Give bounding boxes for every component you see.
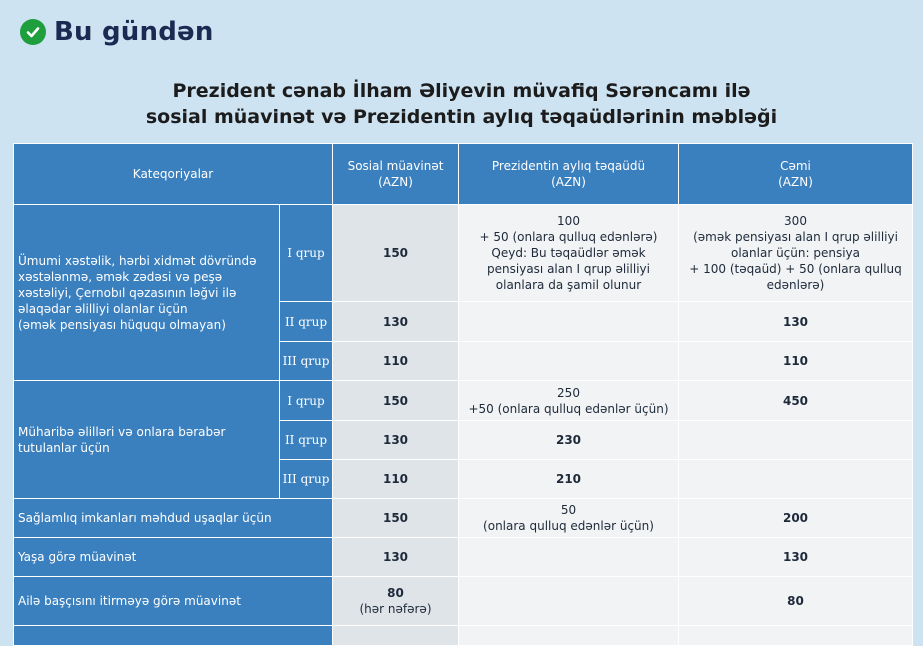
brand-title: Bu gündən [54, 17, 214, 47]
pension-value [459, 302, 679, 342]
check-icon [20, 19, 46, 45]
table-header-row [14, 144, 913, 205]
group-label: II qrup [280, 421, 333, 460]
social-value: 130 [333, 421, 459, 460]
category-age: Yaşa görə müavinət [14, 538, 333, 577]
total-value [679, 421, 913, 460]
total-value: 300 (əmək pensiyası alan I qrup əlilliyi olanlar üçün: pensiya + 100 (təqaüd) + 50 (onlara qulluq edənlərə) [679, 205, 913, 302]
pension-value [459, 342, 679, 381]
title-line-2: sosial müavinət və Prezidentin aylıq təqaüdlərinin məbləği [145, 106, 778, 128]
pension-value [459, 626, 679, 646]
page-title [0, 78, 923, 130]
social-value [333, 626, 459, 646]
social-value: 110 [333, 342, 459, 381]
total-value: 200 [679, 499, 913, 538]
category-breadwinner: Ailə başçısını itirməyə görə müavinət [14, 577, 333, 626]
table-row [14, 577, 913, 626]
group-label: III qrup [280, 342, 333, 381]
header-pension: Prezidentin aylıq təqaüdü (AZN) [459, 144, 679, 205]
total-value [679, 626, 913, 646]
pension-value: 230 [459, 421, 679, 460]
group-label: I qrup [280, 205, 333, 302]
header-social: Sosial müavinət (AZN) [333, 144, 459, 205]
table-row [14, 626, 913, 646]
header-categories: Kateqoriyalar [14, 144, 333, 205]
pension-value: 50 (onlara qulluq edənlər üçün) [459, 499, 679, 538]
pension-value [459, 538, 679, 577]
table-row [14, 205, 913, 302]
social-value: 80 (hər nəfərə) [333, 577, 459, 626]
group-label: III qrup [280, 460, 333, 499]
total-value: 130 [679, 302, 913, 342]
social-value: 130 [333, 302, 459, 342]
category-illness: Ümumi xəstəlik, hərbi xidmət dövründə xəstələnmə, əmək zədəsi və peşə xəstəliyi, Çernobıl qəzasının ləğvi ilə əlaqədar əlilliyi olanlar üçün (əmək pensiyası hüququ olmayan) [14, 205, 280, 381]
total-value: 450 [679, 381, 913, 421]
header [20, 14, 214, 50]
social-value: 150 [333, 381, 459, 421]
group-label: I qrup [280, 381, 333, 421]
title-line-1: Prezident cənab İlham Əliyevin müvafiq Sərəncamı ilə [172, 80, 751, 102]
total-value: 110 [679, 342, 913, 381]
category-war: Müharibə əlilləri və onlara bərabər tutulanlar üçün [14, 381, 280, 499]
total-value: 130 [679, 538, 913, 577]
total-value [679, 460, 913, 499]
benefits-table [13, 143, 913, 646]
total-value: 80 [679, 577, 913, 626]
social-value: 150 [333, 205, 459, 302]
social-value: 150 [333, 499, 459, 538]
social-value: 130 [333, 538, 459, 577]
category-cut-off [14, 626, 333, 646]
group-label: II qrup [280, 302, 333, 342]
table-row [14, 381, 913, 421]
pension-value [459, 577, 679, 626]
pension-value: 210 [459, 460, 679, 499]
table-row [14, 538, 913, 577]
header-total: Cəmi (AZN) [679, 144, 913, 205]
social-value: 110 [333, 460, 459, 499]
category-children: Sağlamlıq imkanları məhdud uşaqlar üçün [14, 499, 333, 538]
table-row [14, 499, 913, 538]
pension-value: 250 +50 (onlara qulluq edənlər üçün) [459, 381, 679, 421]
pension-value: 100 + 50 (onlara qulluq edənlərə) Qeyd: Bu təqaüdlər əmək pensiyası alan I qrup əlilliyi olanlara da şamil olunur [459, 205, 679, 302]
